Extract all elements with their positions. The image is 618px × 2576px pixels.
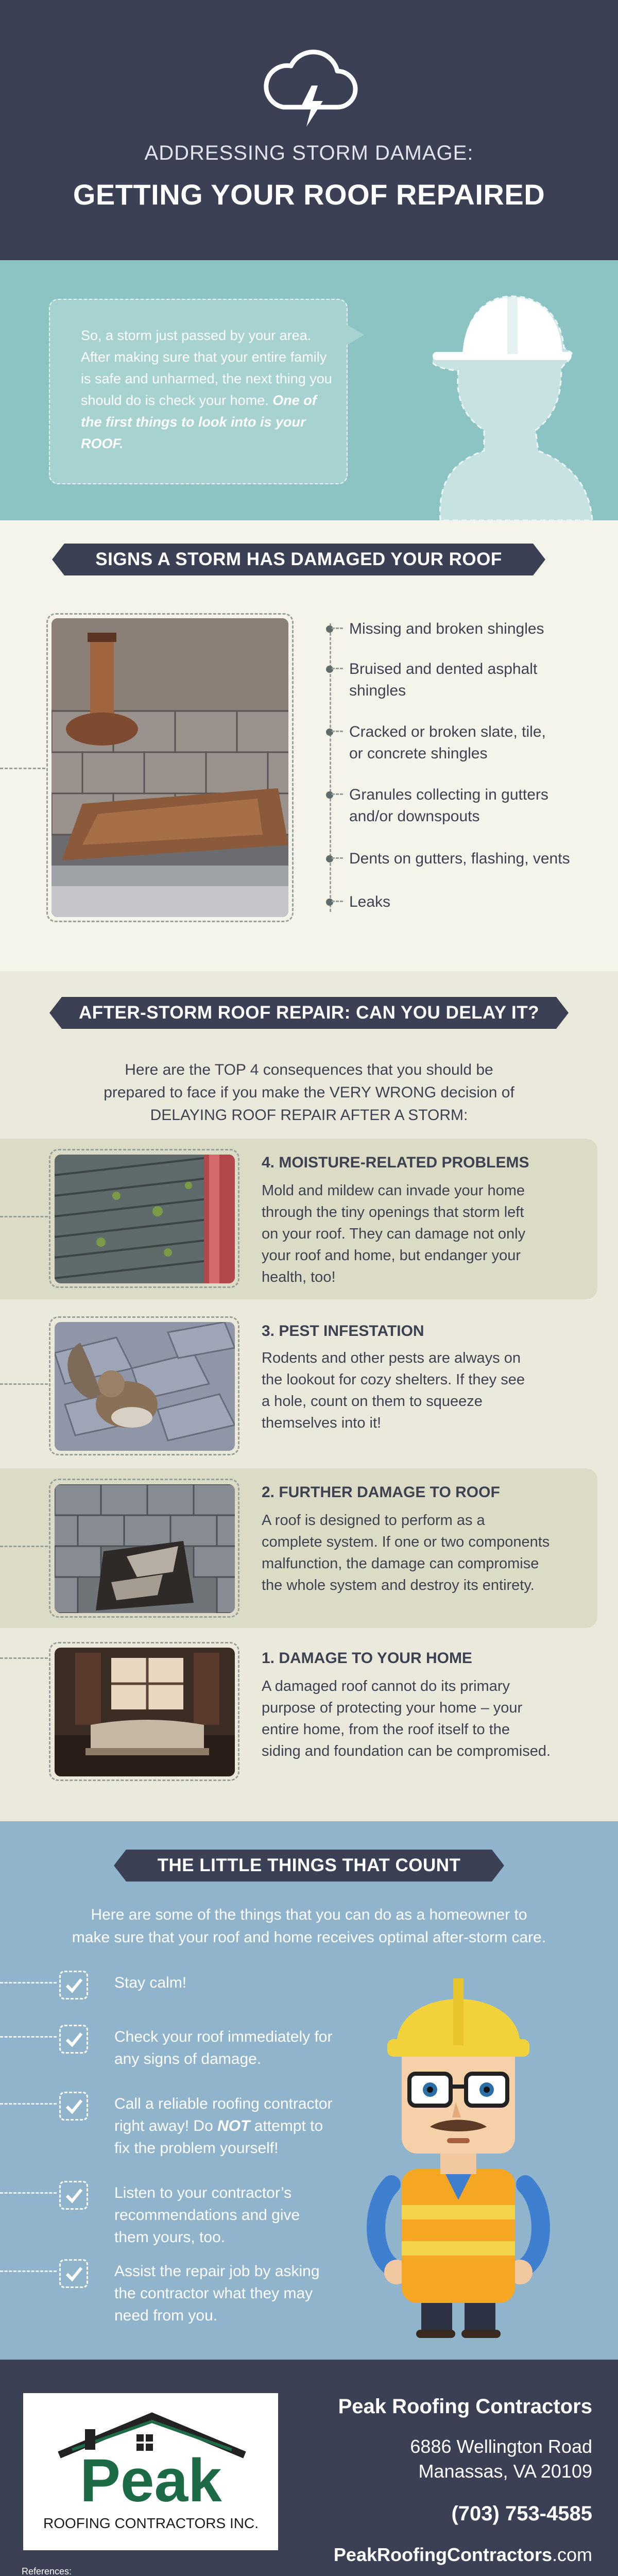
intro-section bbox=[0, 260, 618, 520]
checkbox-icon bbox=[59, 2181, 88, 2210]
intro-emphasis: One of the first things to look into is your ROOF. bbox=[81, 393, 317, 451]
worker-silhouette-icon bbox=[330, 260, 618, 520]
header-subtitle: ADDRESSING STORM DAMAGE: bbox=[144, 142, 474, 164]
logo-word: Peak bbox=[80, 2447, 222, 2515]
consequence-card bbox=[0, 1468, 597, 1628]
little-things-section: THE LITTLE THINGS THAT COUNT Here are some of the things that you can do as a homeowner to make sure that your roof and home receives optimal after-storm care. Stay calm! Check your roof immediately for any signs of damage. Call a reliable roofing contractor right away! Do NOT attempt to fix the problem yourself! Listen to your contractor’s recommendations and give them yours, too. Assist the repair job by asking the contractor what they may need from you. bbox=[0, 1821, 618, 2360]
sign-item: Bruised and dented asphalt shingles bbox=[335, 658, 537, 702]
consequence-title: 2. FURTHER DAMAGE TO ROOF bbox=[262, 1484, 500, 1501]
footer-section bbox=[0, 2360, 618, 2576]
storm-cloud-lightning-icon bbox=[260, 45, 358, 128]
little-things-title: THE LITTLE THINGS THAT COUNT bbox=[126, 1850, 492, 1882]
company-name: Peak Roofing Contractors bbox=[338, 2395, 592, 2418]
consequence-card bbox=[0, 1139, 597, 1299]
company-info bbox=[334, 2393, 592, 2566]
moss-roof-photo bbox=[49, 1149, 239, 1288]
consequence-text: A damaged roof cannot do its primary purpose of protecting your home – your entire home, from the roof itself to the siding and foundation can be compromised. bbox=[262, 1678, 551, 1759]
logo-subtitle: ROOFING CONTRACTORS INC. bbox=[43, 2515, 259, 2531]
header-title: GETTING YOUR ROOF REPAIRED bbox=[73, 178, 545, 211]
consequence-text: Rodents and other pests are always on the lookout for cozy shelters. If they see a hole, count on them to squeeze themselves into it! bbox=[262, 1350, 525, 1431]
delay-intro: Here are the TOP 4 consequences that you should be prepared to face if you make the VERY WRONG decision of DELAYING ROOF REPAIR AFTER A STORM: bbox=[104, 1061, 514, 1124]
company-logo bbox=[23, 2393, 278, 2550]
consequence-title: 3. PEST INFESTATION bbox=[262, 1323, 424, 1340]
sign-item: Granules collecting in gutters and/or downspouts bbox=[335, 784, 548, 827]
little-things-intro: Here are some of the things that you can do as a homeowner to make sure that your roof and home receives optimal after-storm care. bbox=[72, 1906, 546, 1946]
consequence-title: 1. DAMAGE TO YOUR HOME bbox=[262, 1650, 472, 1667]
signs-section bbox=[0, 520, 618, 971]
references: References: bbox=[22, 2566, 72, 2576]
squirrel-roof-photo bbox=[49, 1316, 239, 1455]
header-section bbox=[0, 0, 618, 260]
checkbox-icon bbox=[59, 2259, 88, 2288]
delay-title: AFTER-STORM ROOF REPAIR: CAN YOU DELAY IT? bbox=[62, 997, 556, 1029]
signs-title: SIGNS A STORM HAS DAMAGED YOUR ROOF bbox=[64, 544, 533, 575]
checkbox-icon bbox=[59, 1971, 88, 1999]
sign-item: Leaks bbox=[335, 891, 390, 913]
sign-item: Dents on gutters, flashing, vents bbox=[335, 848, 570, 870]
delay-section bbox=[0, 971, 618, 1821]
company-address: 6886 Wellington Road Manassas, VA 20109 bbox=[410, 2436, 592, 2482]
intro-speech-bubble bbox=[49, 299, 348, 484]
company-phone[interactable]: (703) 753-4585 bbox=[451, 2502, 592, 2525]
checkbox-icon bbox=[59, 2092, 88, 2121]
damaged-roof-photo bbox=[46, 613, 294, 922]
consequence-card bbox=[0, 1306, 597, 1466]
sign-item: Missing and broken shingles bbox=[335, 618, 544, 640]
consequence-title: 4. MOISTURE-RELATED PROBLEMS bbox=[262, 1154, 529, 1171]
broken-shingles-photo bbox=[49, 1479, 239, 1618]
consequence-text: A roof is designed to perform as a complete system. If one or two components malfunction, the damage can compromise the whole system and destroy its entirety. bbox=[262, 1512, 550, 1594]
sign-item: Cracked or broken slate, tile, or concrete shingles bbox=[335, 721, 546, 765]
damaged-room-photo bbox=[49, 1642, 239, 1781]
company-website[interactable]: PeakRoofingContractors.com bbox=[333, 2544, 592, 2565]
consequence-card bbox=[0, 1632, 597, 1797]
consequence-text: Mold and mildew can invade your home through the tiny openings that storm left on your roof. They can damage not only your roof and home, but endanger your health, too! bbox=[262, 1182, 526, 1285]
checkbox-icon bbox=[59, 2025, 88, 2054]
contractor-character-icon bbox=[360, 1963, 556, 2339]
intro-text: So, a storm just passed by your area. After making sure that your entire family is safe and unharmed, the next thing you should do is check your home. One of the first things to look into is your ROOF. bbox=[81, 328, 332, 451]
